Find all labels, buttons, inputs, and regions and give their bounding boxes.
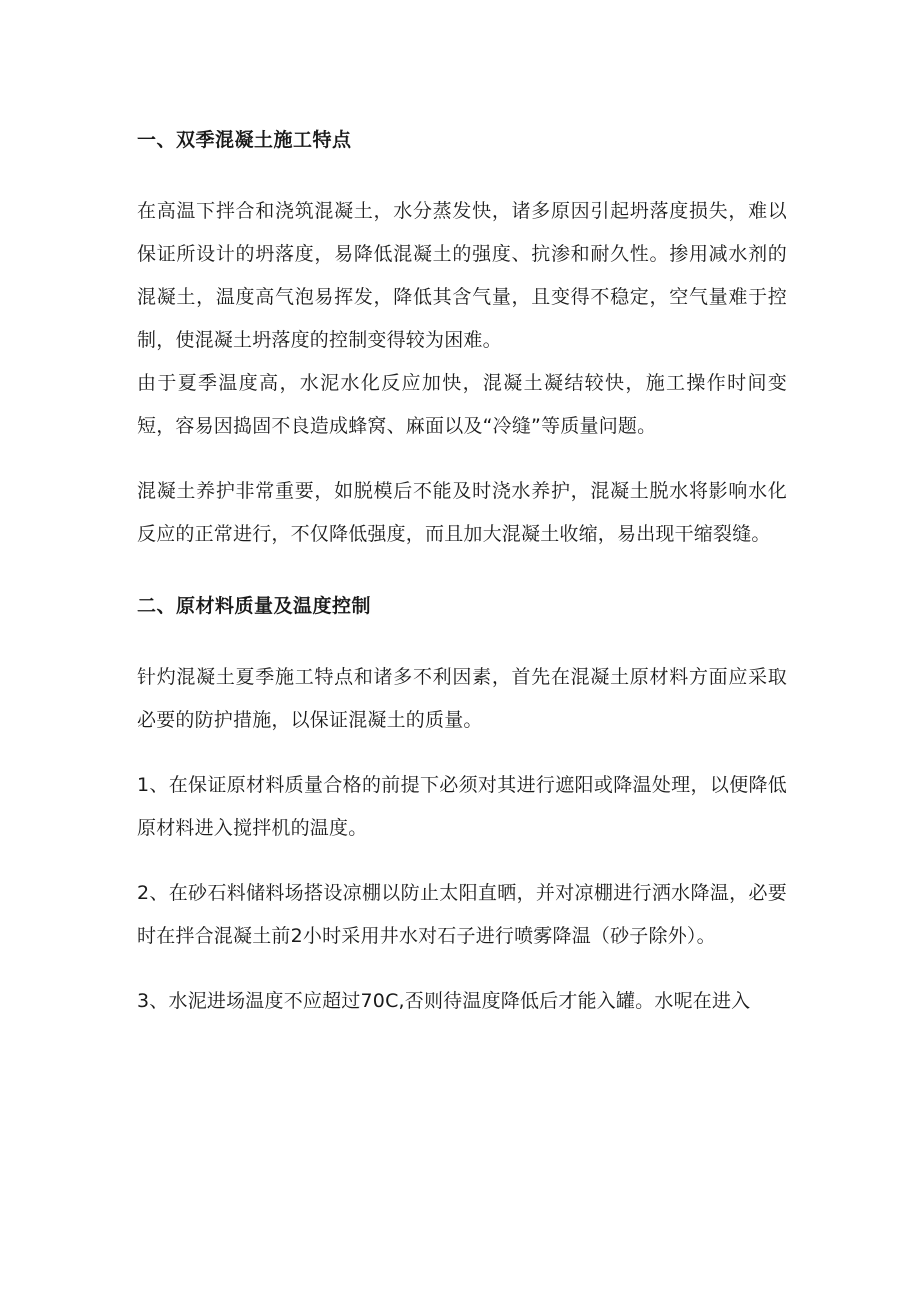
section2-heading: 二、原材料质量及温度控制: [137, 595, 372, 617]
section2-list-item-1: 1、在保证原材料质量合格的前提下必须对其进行遮阳或降温处理，以便降低原材料进入搅拌机的温度。: [137, 774, 787, 839]
section2-list-item-3: 3、水泥进场温度不应超过70C,否则待温度降低后才能入罐。水呢在进入: [137, 990, 751, 1012]
section2-list-item-2: 2、在砂石料储料场搭设凉棚以防止太阳直晒，并对凉棚进行洒水降温，必要时在拌合混凝土前2小时采用井水对石子进行喷雾降温（砂子除外）。: [137, 882, 787, 947]
document-body: [137, 120, 787, 1023]
section2-paragraph-1: 针灼混凝土夏季施工特点和诸多不利因素，首先在混凝土原材料方面应采取必要的防护措施，以保证混凝土的质量。: [137, 666, 787, 731]
section1-paragraph-3: 混凝土养护非常重要，如脱模后不能及时浇水养护，混凝土脱水将影响水化反应的正常进行，不仅降低强度，而且加大混凝土收缩，易出现干缩裂缝。: [137, 480, 787, 545]
section1-heading: 一、双季混凝土施工特点: [137, 129, 352, 151]
section1-paragraph-1: 在高温下拌合和浇筑混凝土，水分蒸发快，诸多原因引起坍落度损失，难以保证所设计的坍落度，易降低混凝土的强度、抗渗和耐久性。掺用减水剂的混凝土，温度高气泡易挥发，降低其含气量，且变得不稳定，空气量难于控制，使混凝土坍落度的控制变得较为困难。: [137, 200, 787, 351]
section1-paragraph-2: 由于夏季温度高，水泥水化反应加快，混凝土凝结较快，施工操作时间变短，容易因捣固不良造成蜂窝、麻面以及“冷缝”等质量问题。: [137, 372, 787, 437]
